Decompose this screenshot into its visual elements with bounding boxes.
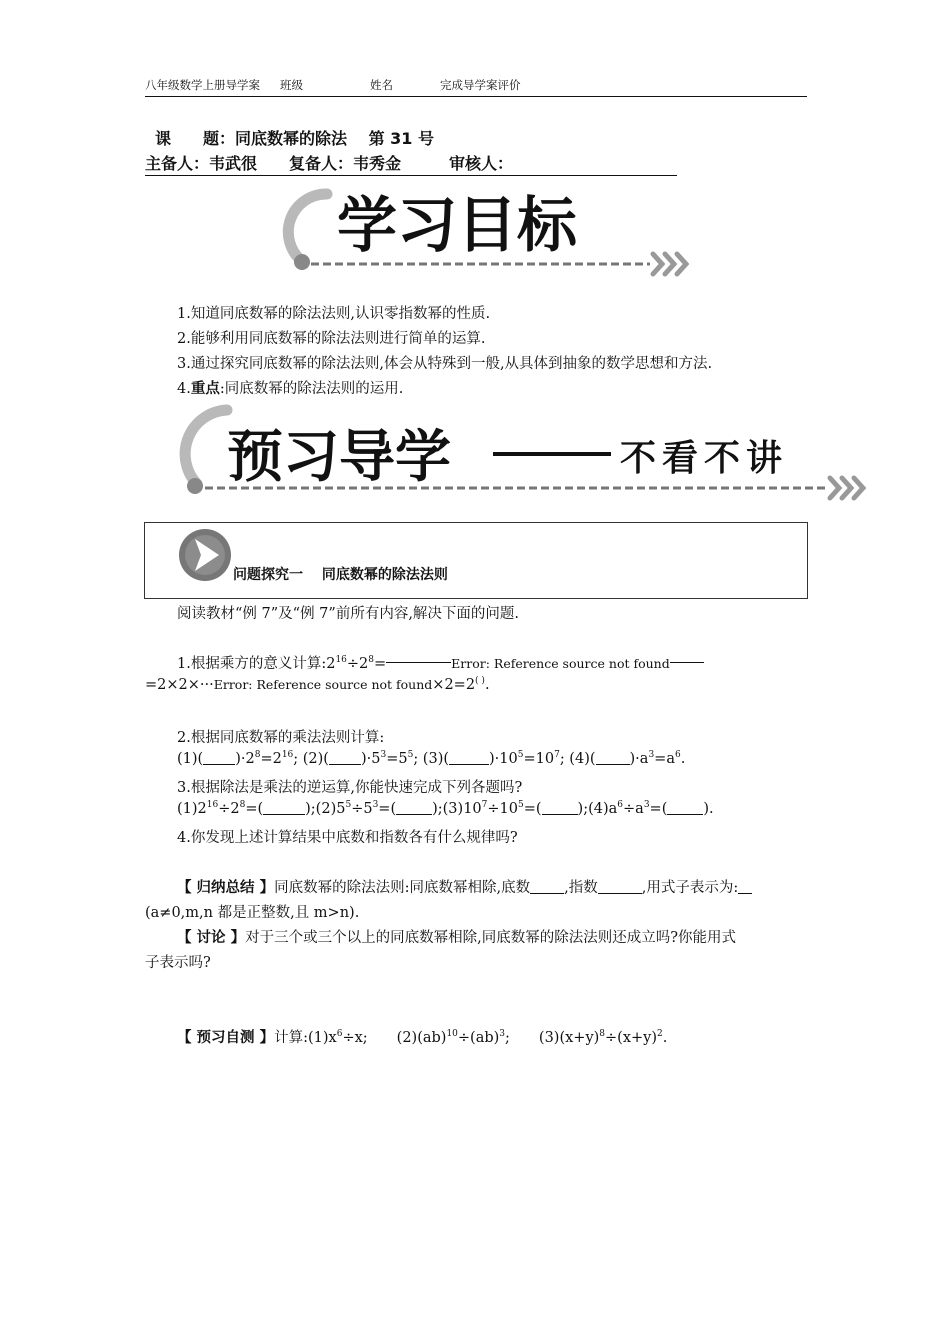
blank[interactable] [530,880,564,894]
learning-goals-banner [275,178,705,278]
lesson-preparers: 主备人：韦武很 复备人：韦秀金 审核人： [145,151,677,176]
blank[interactable] [667,801,703,815]
lesson-topic: 课 题：同底数幂的除法 第 31 号 [155,129,434,148]
banner1-text: 学习目标 [337,191,577,261]
objective-4: 4.重点:同底数幂的除法法则的运用. [177,381,404,397]
class-label: 班级 [280,78,303,92]
eval-label: 完成导学案评价 [440,78,521,92]
banner2-subtext: 不看不讲 [620,438,789,479]
banner2-arc [185,410,227,484]
discussion-label: 【 讨论 】 [177,930,246,946]
course-label: 八年级数学上册导学案 [145,78,260,92]
question-4-title: 4.你发现上述计算结果中底数和指数各有什么规律吗? [177,830,518,846]
question-2-items: (1)( )$\cdot 2^8=2^{16}$; (2)( )$\cdot 5^3=5^5$; (3)( )$\cdot 10^5=10^7$; (4)( )$\cdot a^3=a^6$. [177,750,686,767]
objective-1: 1.知道同底数幂的除法法则,认识零指数幂的性质. [177,306,491,322]
fraction-rule [386,662,451,663]
blank[interactable] [329,751,361,765]
summary-line2: (a≠0,m,n 都是正整数,且 m>n). [145,905,360,921]
banner2-arrows-icon [830,478,863,498]
blank[interactable] [203,751,235,765]
blank[interactable] [738,880,752,894]
banner2-dot [187,478,203,494]
blank[interactable] [596,751,630,765]
blank[interactable] [396,801,432,815]
section-box [144,522,808,599]
error-ref-2: Error: Reference source not found [213,677,433,692]
discussion-line1: 【 讨论 】对于三个或三个以上的同底数幂相除,同底数幂的除法法则还成立吗?你能用式 [177,930,736,946]
summary-line1: 【 归纳总结 】同底数幂的除法法则:同底数幂相除,底数 ,指数 ,用式子表示为: [177,876,752,897]
self-test: 【 预习自测 】计算$:(1)x^6\div x$; (2)(ab)$^{10}$÷(ab)$^3$; $(3)(x+y)^8\div(x+y)^2$. [177,1029,668,1046]
question-3-items: $(1)2^{16}\div 2^8=$( )$;(2)5^5\div 5^3=$( )$;(3)10^7\div 10^5=$( )$;(4)a^6\div a^3=$( ). [177,800,714,817]
question-1-line1: 1.根据乘方的意义计算$:2^{16}\div 2^8=$ Error: Reference source not found [177,652,704,673]
question-2-title: 2.根据同底数幂的乘法法则计算: [177,730,385,746]
banner2-text: 预习导学 [227,425,451,490]
blank[interactable] [263,801,305,815]
self-test-label: 【 预习自测 】 [177,1030,275,1046]
objective-2: 2.能够利用同底数幂的除法法则进行简单的运算. [177,331,486,347]
section-title: 问题探究一 同底数幂的除法法则 [233,567,448,583]
page-header [145,76,807,97]
name-label: 姓名 [370,78,393,92]
objective-4-label: 重点 [190,381,220,397]
error-ref-1: Error: Reference source not found [451,656,670,671]
banner2-dash-rule [493,452,611,456]
discussion-line2: 子表示吗? [145,955,211,971]
arrow-circle-icon [177,527,233,583]
blank[interactable] [598,880,642,894]
blank[interactable] [542,801,578,815]
banner-arc [288,194,327,262]
blank[interactable] [449,751,489,765]
summary-label: 【 归纳总结 】 [177,880,275,896]
question-1-line2: =2×2×···Error: Reference source not found×2=2( ). [145,676,490,693]
objective-3: 3.通过探究同底数幂的除法法则,体会从特殊到一般,从具体到抽象的数学思想和方法. [177,356,713,372]
fraction-rule-2 [670,662,704,663]
preview-banner [175,398,880,508]
banner-dot [294,254,310,270]
reading-intro: 阅读教材“例 7”及“例 7”前所有内容,解决下面的问题. [177,606,520,622]
question-3-title: 3.根据除法是乘法的逆运算,你能快速完成下列各题吗? [177,780,523,796]
banner-arrows-icon [653,254,686,274]
